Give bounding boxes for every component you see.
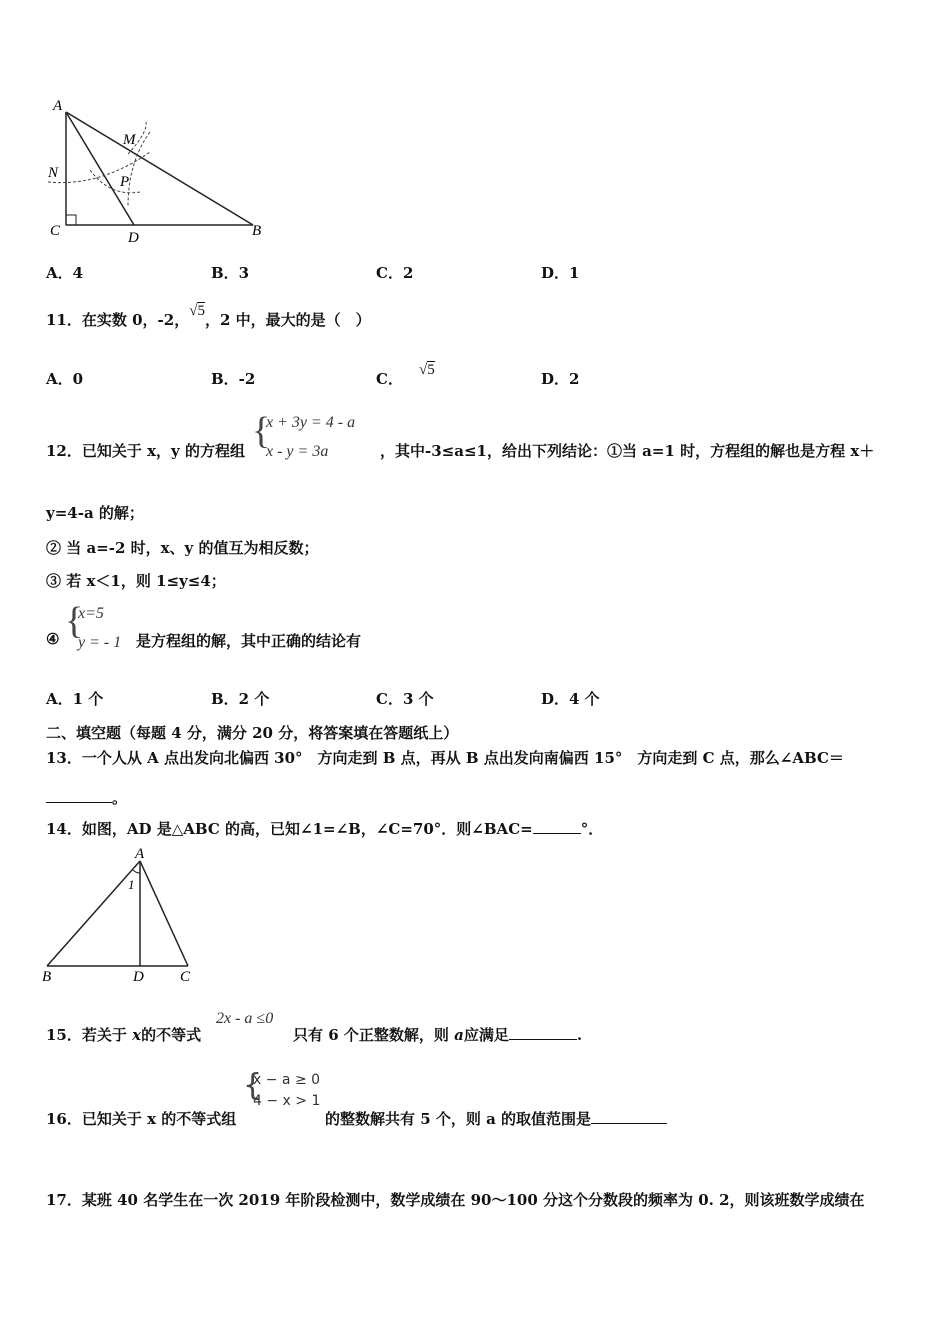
side-ac [140,861,188,966]
q10-option-b[interactable]: B．3 [211,264,250,282]
q12-option-b[interactable]: B．2 个 [211,690,270,708]
q11-option-b[interactable]: B．-2 [211,370,256,388]
q15-var-x: x [132,1026,142,1044]
q12-prefix: 12．已知关于 x，y 的方程组 [46,442,245,460]
label-m: M [123,132,136,148]
q12-option-c[interactable]: C．3 个 [376,690,434,708]
q10-triangle-figure [40,92,280,247]
label-c: C [50,223,61,239]
q11-option-a[interactable]: A．0 [46,370,84,388]
right-angle-mark [66,215,76,225]
q11-stem-suffix: ，2 中，最大的是（ ） [204,311,371,329]
q10-option-a[interactable]: A．4 [46,264,84,282]
q14-answer-blank[interactable] [533,819,581,834]
q15-mid: 的不等式 [141,1026,202,1044]
side-ab [47,861,140,966]
q16-brace: { [243,1068,263,1103]
q14-triangle-figure [40,843,200,988]
q15-prefix: 15．若关于 [46,1026,127,1044]
label-b: B [42,969,52,985]
side-ab [66,112,253,225]
q12-suffix: ，其中-3≤a≤1，给出下列结论：①当 a=1 时，方程组的解也是方程 x＋ [380,442,875,460]
label-c: C [180,969,191,985]
label-d: D [133,969,144,985]
q12-option-a[interactable]: A．1 个 [46,690,104,708]
q15-inequality: 2x - a ≤0 [216,1010,274,1027]
q12-solution-brace: { [65,600,84,642]
q10-option-c[interactable]: C．2 [376,264,414,282]
label-n: N [48,165,59,181]
q13-answer-blank[interactable] [46,788,112,803]
q12-sol1: x=5 [78,605,104,622]
q12-line2: y=4-a 的解； [46,504,144,522]
q13-answer-line [46,787,127,808]
q15-line [46,1024,201,1045]
q10-option-d[interactable]: D．1 [541,264,580,282]
q11-sqrt-radicand: 5 [197,303,205,319]
label-a: A [53,98,63,114]
q14-text-line [46,818,603,839]
q11-option-d[interactable]: D．2 [541,370,580,388]
q12-line4: ③ 若 x＜1，则 1≤y≤4； [46,572,226,590]
angle-1-arc [133,870,140,873]
q16-ineq1: x − a ≥ 0 [253,1072,321,1088]
q12-option-d[interactable]: D．4 个 [541,690,600,708]
q16-answer-blank[interactable] [591,1109,667,1124]
q15-line2 [293,1024,582,1045]
q16-prefix: 16．已知关于 x 的不等式组 [46,1110,237,1128]
bisector-ad [66,112,134,225]
q12-eq2: x - y = 3a [266,443,329,460]
q15-suffix: 应满足 [463,1026,509,1044]
q14-text: 14．如图，AD 是△ABC 的高，已知∠1=∠B，∠C=70°．则∠BAC= [46,820,533,838]
arc-p1 [90,170,140,193]
q12-system-brace: { [252,410,271,452]
label-d: D [128,230,139,246]
q12-item4-suffix: 是方程组的解，其中正确的结论有 [136,632,362,650]
q15-answer-blank[interactable] [509,1025,577,1040]
q13-text: 13．一个人从 A 点出发向北偏西 30° 方向走到 B 点，再从 B 点出发向南偏西 15° 方向走到 C 点，那么∠ABC＝ [46,749,844,767]
q12-line3: ② 当 a=-2 时，x、y 的值互为相反数； [46,539,319,557]
q12-sol2: y = - 1 [78,634,122,651]
q11-option-c-sqrt: √5 [418,362,435,378]
q11-stem [46,303,371,330]
q13-end: 。 [112,789,128,807]
q15-var-a: a [454,1026,464,1044]
section2-heading: 二、填空题（每题 4 分，满分 20 分，将答案填在答题纸上） [46,724,459,742]
label-b: B [252,223,262,239]
label-a: A [135,846,145,862]
q15-mid2: 只有 6 个正整数解，则 [293,1026,449,1044]
label-p: P [120,174,130,190]
q17-text: 17．某班 40 名学生在一次 2019 年阶段检测中，数学成绩在 90～100 分这个分数段的频率为 0. 2，则该班数学成绩在 [46,1191,865,1209]
q15-end: . [576,1026,583,1044]
q11-option-c-label: C． [376,370,403,388]
q14-end: °． [580,820,604,838]
label-1: 1 [128,877,135,892]
q16-suffix-line [325,1108,667,1129]
q12-item4-prefix: ④ [46,630,60,648]
q12-eq1: x + 3y = 4 - a [266,414,356,431]
q11-option-c-radicand: 5 [427,362,435,378]
q11-stem-prefix: 11．在实数 0，-2， [46,311,190,329]
q11-sqrt: √5 [189,303,205,319]
q16-ineq2: 4 − x > 1 [253,1093,321,1109]
q11-option-c[interactable] [376,362,435,389]
q16-suffix: 的整数解共有 5 个，则 a 的取值范围是 [325,1110,592,1128]
